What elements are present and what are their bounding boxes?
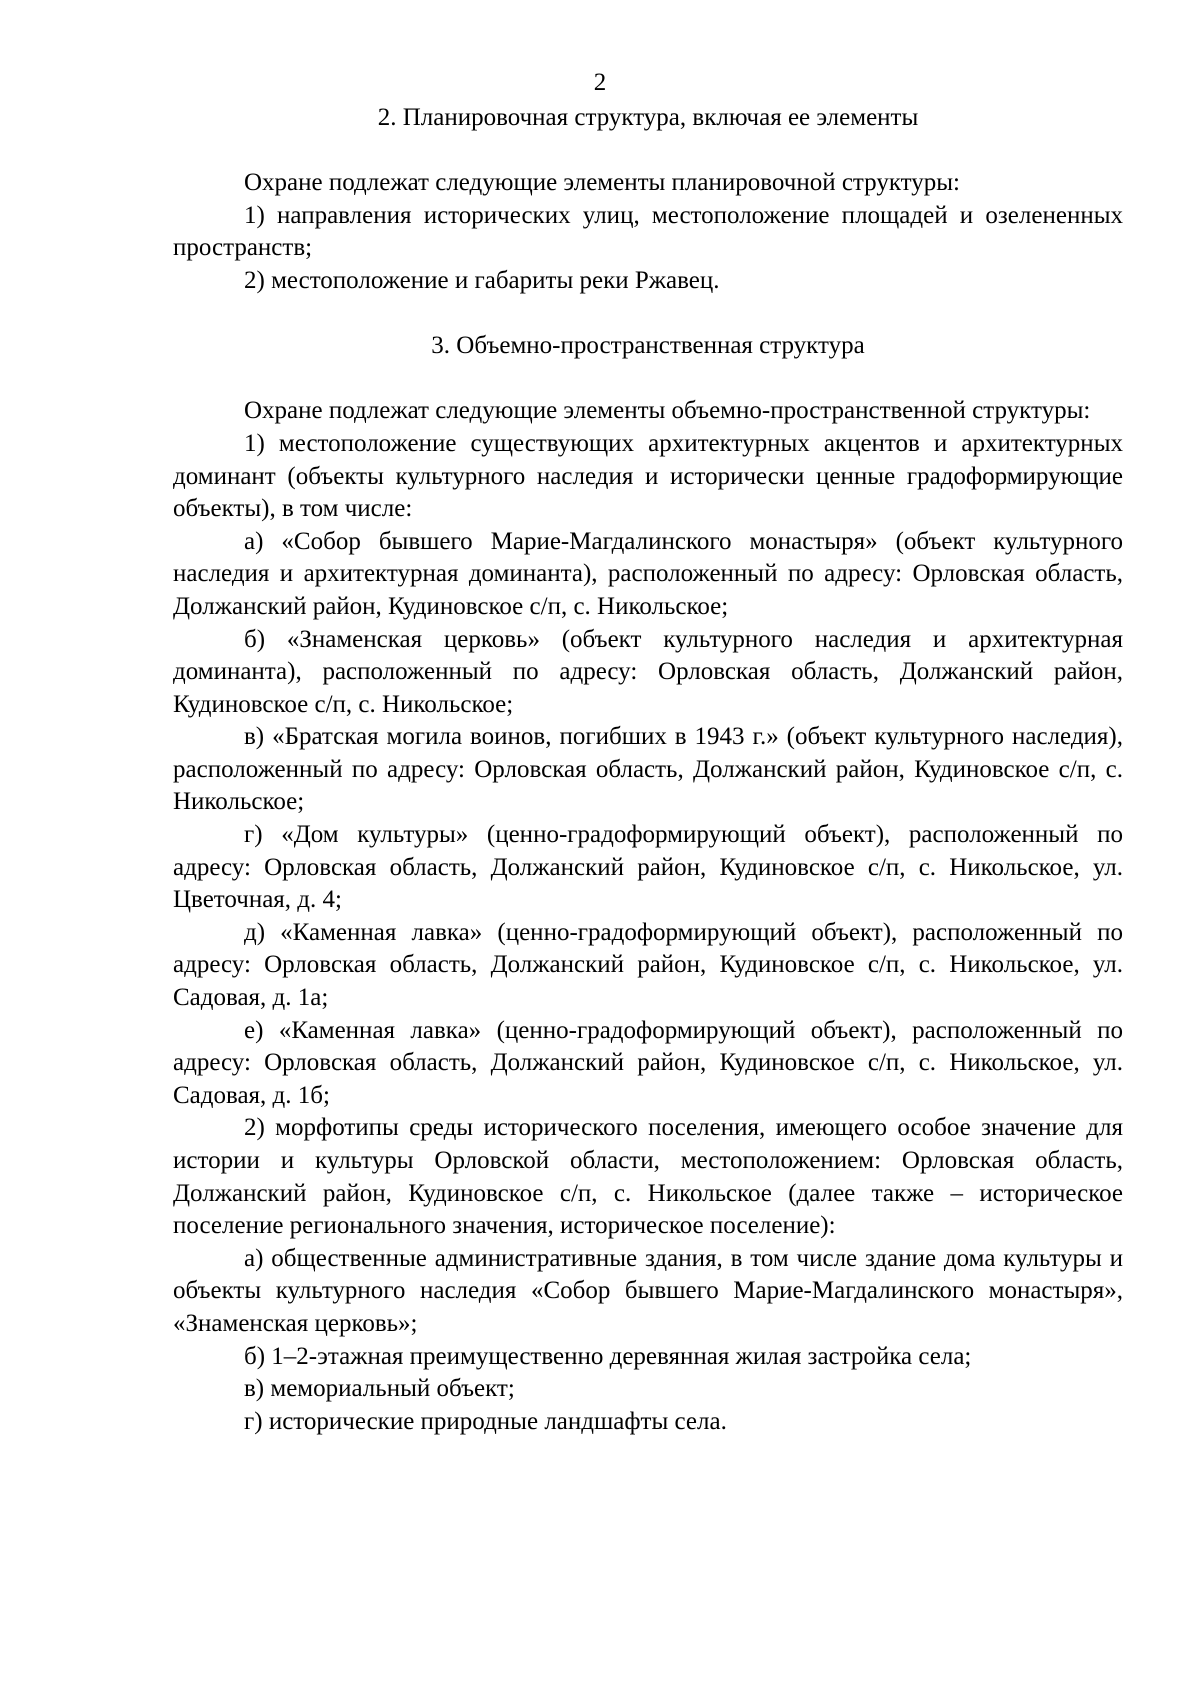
- morphotype-item-a: а) общественные административные здания, в том числе здание дома культуры и объекты культурного наследия «Собор бывшего Марие-Магдалинского монастыря», «Знаменская церковь»;: [173, 1244, 1123, 1337]
- section-3-heading: 3. Объемно-пространственная структура: [431, 332, 865, 360]
- section-2-paragraph: 2) местоположение и габариты реки Ржавец.: [244, 266, 720, 294]
- morphotype-item-g: г) исторические природные ландшафты села.: [244, 1407, 727, 1435]
- section-2-paragraph: 1) направления исторических улиц, местоположение площадей и озелененных пространств;: [173, 201, 1123, 262]
- section-2-heading: 2. Планировочная структура, включая ее элементы: [377, 104, 919, 131]
- list-item-v-grave: в) «Братская могила воинов, погибших в 1943 г.» (объект культурного наследия), расположенный по адресу: Орловская область, Должанский район, Кудиновское с/п, с. Никольское;: [173, 723, 1123, 816]
- morphotype-item-v: в) мемориальный объект;: [244, 1375, 515, 1403]
- list-item-d-stone-shop: д) «Каменная лавка» (ценно-градоформирующий объект), расположенный по адресу: Орловская область, Должанский район, Кудиновское с/п, с. Никольское, ул. Садовая, д. 1а;: [173, 918, 1123, 1012]
- document-body: [173, 102, 1123, 1438]
- section-3-paragraph: Охране подлежат следующие элементы объемно-пространственной структуры:: [244, 397, 1091, 425]
- list-item-g-culture-house: г) «Дом культуры» (ценно-градоформирующий объект), расположенный по адресу: Орловская область, Должанский район, Кудиновское с/п, с. Никольское, ул. Цветочная, д. 4;: [173, 821, 1123, 914]
- list-item-b-church: б) «Знаменская церковь» (объект культурного наследия и архитектурная доминанта), расположенный по адресу: Орловская область, Должанский район, Кудиновское с/п, с. Никольское;: [173, 625, 1123, 718]
- section-spacer: [173, 363, 1123, 396]
- morphotype-item-b: б) 1–2-этажная преимущественно деревянная жилая застройка села;: [244, 1342, 972, 1370]
- section-3-paragraph: 1) местоположение существующих архитектурных акцентов и архитектурных доминант (объекты культурного наследия и исторически ценные градоформирующие объекты), в том числе:: [173, 429, 1123, 523]
- list-item-e-stone-shop: е) «Каменная лавка» (ценно-градоформирующий объект), расположенный по адресу: Орловская область, Должанский район, Кудиновское с/п, с. Никольское, ул. Садовая, д. 1б;: [173, 1016, 1123, 1109]
- section-spacer: [173, 135, 1123, 168]
- section-2-paragraph: Охране подлежат следующие элементы планировочной структуры:: [244, 169, 960, 197]
- section-3-paragraph: 2) морфотипы среды исторического поселения, имеющего особое значение для истории и культуры Орловской области, местоположением: Орловская область, Должанский район, Кудиновское с/п, с. Никольское (далее также – историческое поселение регионального значения, историческое поселение):: [173, 1114, 1123, 1240]
- list-item-a-cathedral: а) «Собор бывшего Марие-Магдалинского монастыря» (объект культурного наследия и архитектурная доминанта), расположенный по адресу: Орловская область, Должанский район, Кудиновское с/п, с. Никольское;: [173, 527, 1123, 620]
- section-spacer: [173, 298, 1123, 331]
- page-number: 2: [593, 69, 607, 96]
